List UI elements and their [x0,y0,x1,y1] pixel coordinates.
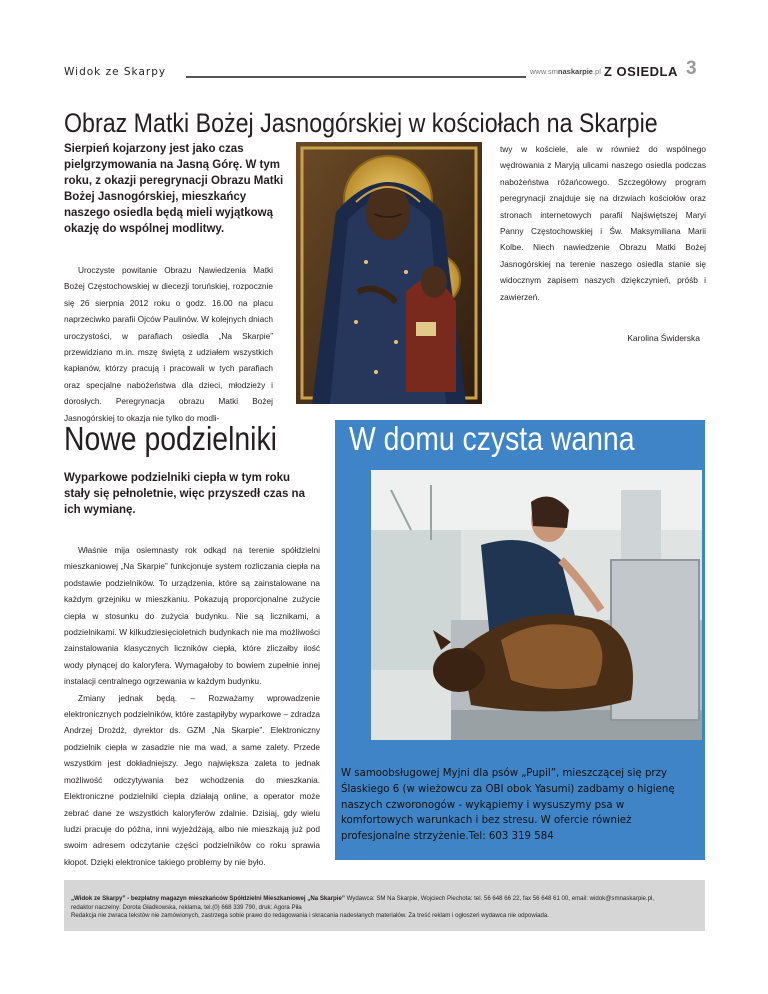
article-author: Karolina Świderska [627,333,700,343]
magazine-name: Widok ze Skarpy [64,66,167,78]
website-url: www.smnaskarpie.pl [530,67,601,76]
article-body-column-1: Uroczyste powitanie Obrazu Nawiedzenia Matki Bożej Częstochowskiej w diecezji toruńskiej, rozpocznie się 26 sierpnia 2012 roku o godz. 16.00 na placu naprzeciwko parafii Ojców Paulinów. W kolejnych dniach uroczystości, w parafiach osiedla „Na Skarpie” przewidziano m.in. mszę świętą z udziałem wszystkich kapłanów, którzy pracują i pracowali w tych parafiach oraz specjalne nabożeństwa dla dzieci, młodzieży i dorosłych. Peregrynacja obrazu Matki Bożej Jasnogórskiej to okazja nie tylko do modli- [64,265,273,423]
article-title-obraz: Obraz Matki Bożej Jasnogórskiej w kościołach na Skarpie [64,108,658,138]
advert-text: W samoobsługowej Myjni dla psów „Pupil”, mieszczącej się przy Ślaskiego 6 (w wieżowcu za OBI obok Yasumi) zadbamy o higienę naszych czworonogów - wykąpiemy i wysuszymy psa w komfortowych warunkach i bez stresu. W ofercie również profesjonalne strzyżenie.Tel: 603 319 584 [341,768,675,843]
dog-grooming-photo [371,470,702,740]
article-title-podzielniki: Nowe podzielniki [64,420,277,457]
imprint-line-3: Redakcja nie zwraca tekstów nie zamówionych, zastrzega sobie prawo do redagowania i skracania nadesłanych materiałów. Za treść reklam i ogłoszeń wydawca nie odpowiada. [71,912,549,920]
imprint-line-1: „Widok ze Skarpy” - bezpłatny magazyn mieszkańców Spółdzielni Mieszkaniowej „Na Skarpie” Wydawca: SM Na Skarpie, Wojciech Piechota: tel. 56 648 66 22, fax 56 648 61 00, email: widok@smnaskarpie.pl, [71,895,655,902]
article-lead-obraz: Sierpień kojarzony jest jako czas pielgrzymowania na Jasną Górę. W tym roku, z okazji peregrynacji Obrazu Matki Bożej Jasnogórskiej, mieszkańcy naszego osiedla będą mieli wyjątkową okazję do wspólnej modlitwy. [64,143,284,235]
article-lead-podzielniki: Wyparkowe podzielniki ciepła w tym roku stały się pełnoletnie, więc przyszedł czas na ich wymianę. [64,472,305,516]
header-rule [186,76,526,78]
article-body-column-2: twy w kościele, ale w również do wspólnego wędrowania z Maryją ulicami naszego osiedla podczas nabożeństwa różańcowego. Szczegółowy program peregrynacji znajduje się na drzwiach kościołów oraz stronach internetowych parafii Najświętszej Maryi Panny Częstochowskiej i Św. Maksymiliana Marii Kolbe. Niech nawiedzenie Obrazu Matki Bożej Jasnogórskiej na terenie naszego osiedla stanie się widocznym zapisem naszych dziękczynień, próśb i zawierzeń. [500,144,706,302]
section-name: Z OSIEDLA [604,64,678,79]
imprint-line-2: redaktor naczelny: Dorota Gładkowska, reklama, tel.(0) 668 339 790, druk: Agora Piła [71,903,302,911]
article-body-podzielniki [64,542,320,870]
paragraph: Właśnie mija osiemnasty rok odkąd na terenie spółdzielni mieszkaniowej „Na Skarpie” funkcjonuje system rozliczania ciepła na podstawie podzielników. To urządzenia, które są zainstalowane na każdym grzejniku w mieszkaniu. Pokazują proporcjonalne zużycie ciepła w stosunku do zużycia budynku. Nie są licznikami, a podzielnikami. W kilkudziesięcioletnich budynkach nie ma możliwości zainstalowania klasycznych liczników ciepła, które zliczałby ilość wody płynącej do kaloryfera. Wymagałoby to bowiem zupełnie innej instalacji centralnego ogrzewania w każdym budynku. [64,545,320,687]
imprint-footer [64,880,705,931]
article-title-wanna: W domu czysta wanna [349,420,635,457]
page-number: 3 [686,58,697,79]
madonna-icon-image [296,142,482,404]
paragraph: Zmiany jednak będą. – Rozważamy wprowadzenie elektronicznych podzielników, które zastąpiłyby wyparkowe – zdradza Andrzej Drożdż, dyrektor ds. GZM „Na Skarpie”. Elektroniczny podzielnik ciepła w zasadzie nie ma wad, a same zalety. Przede wszystkim jest dokładniejszy. Jego największa zaleta to jednak możliwość odczytywania bez wchodzenia do mieszkania. Elektroniczne podzielniki ciepła działają online, a operator może zebrać dane ze wszystkich kaloryferów zdalnie. Dzisiaj, gdy wielu ludzi pracuje do późna, inni wyjeżdżają, albo nie mieszkają już pod swoim adresem odczytanie części podzielników co roku sprawia kłopot. Dzięki elektronice takiego problemy by nie było. [64,692,320,867]
